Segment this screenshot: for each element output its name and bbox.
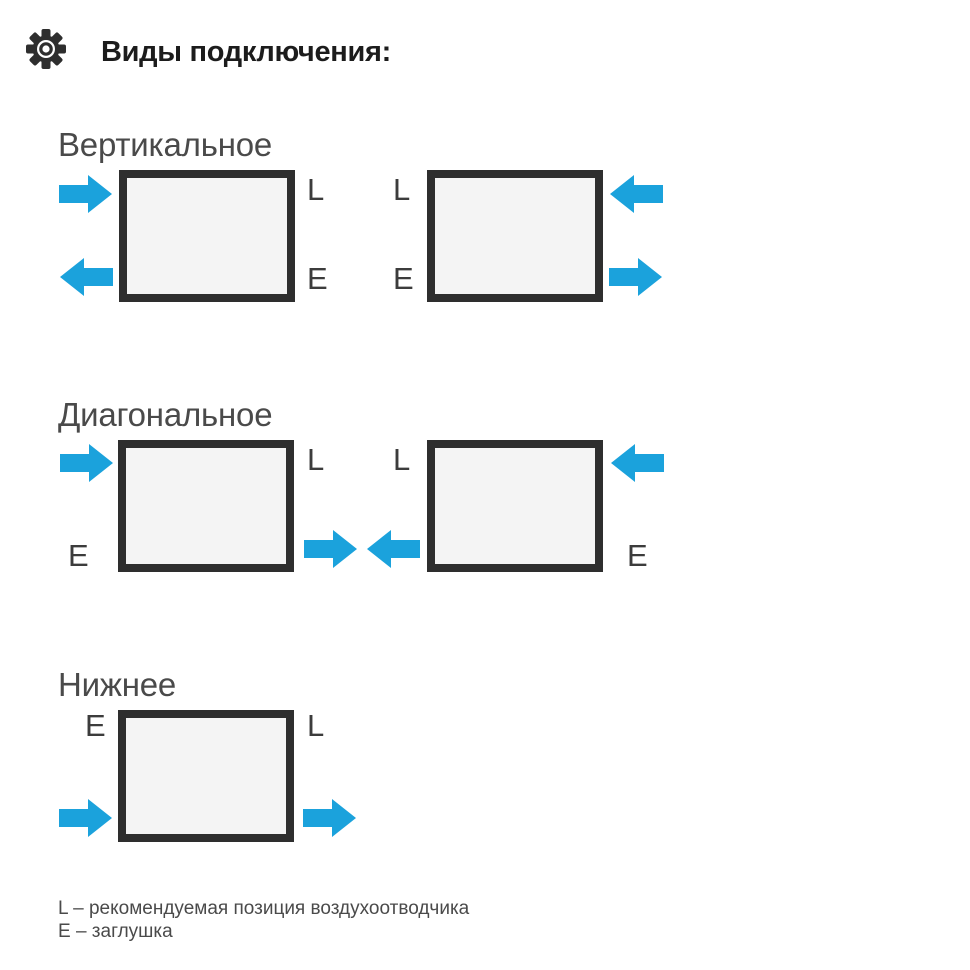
port-label: E <box>68 538 89 573</box>
port-label: L <box>393 172 411 207</box>
outlet-arrow-icon <box>303 797 357 839</box>
radiator-body <box>427 170 603 302</box>
section-label-bottom: Нижнее <box>58 666 177 703</box>
gear-icon <box>25 28 67 70</box>
port-label: E <box>85 708 106 743</box>
port-label: E <box>627 538 648 573</box>
radiator-body <box>118 440 294 572</box>
legend <box>58 897 469 943</box>
port-label: L <box>307 442 325 477</box>
legend-line-air-vent: L – рекомендуемая позиция воздухоотводчика <box>58 898 470 919</box>
radiator-body <box>427 440 603 572</box>
port-label: L <box>393 442 411 477</box>
inlet-arrow-icon <box>59 173 113 215</box>
outlet-arrow-icon <box>609 256 663 298</box>
port-label: E <box>307 261 328 296</box>
inlet-arrow-icon <box>60 442 114 484</box>
port-label: L <box>307 172 325 207</box>
section-label-diagonal: Диагональное <box>58 396 273 433</box>
legend-line-plug: E – заглушка <box>58 921 173 942</box>
inlet-arrow-icon <box>610 442 664 484</box>
port-label: E <box>393 261 414 296</box>
outlet-arrow-icon <box>59 256 113 298</box>
outlet-arrow-icon <box>366 528 420 570</box>
outlet-arrow-icon <box>304 528 358 570</box>
page-title: Виды подключения: <box>101 36 391 68</box>
inlet-arrow-icon <box>609 173 663 215</box>
inlet-arrow-icon <box>59 797 113 839</box>
port-label: L <box>307 708 325 743</box>
radiator-body <box>119 170 295 302</box>
section-label-vertical: Вертикальное <box>58 126 273 163</box>
radiator-body <box>118 710 294 842</box>
